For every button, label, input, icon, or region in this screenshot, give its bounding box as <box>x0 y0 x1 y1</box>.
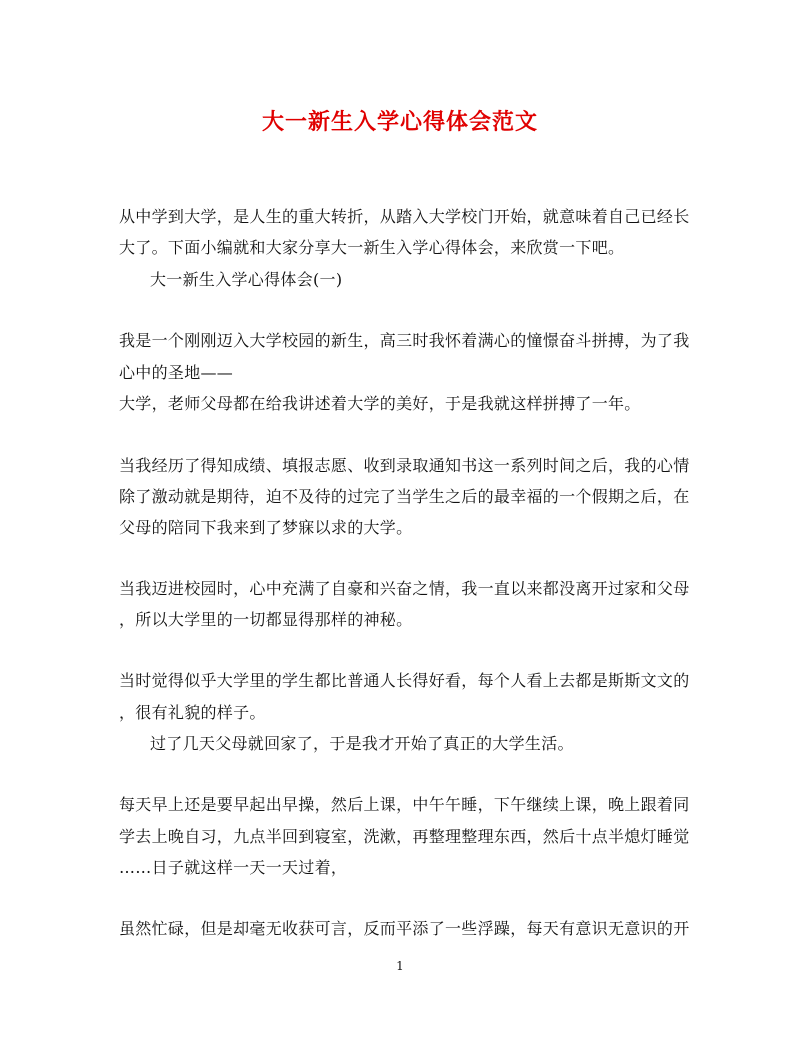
document-title: 大一新生入学心得体会范文 <box>261 110 538 135</box>
paragraph-line: 父母的陪同下我来到了梦寐以求的大学。 <box>119 518 413 537</box>
paragraph-line: ……日子就这样一天一天过着， <box>119 858 348 877</box>
paragraph-line: 过了几天父母就回家了，于是我才开始了真正的大学生活。 <box>150 734 574 753</box>
section-heading: 大一新生入学心得体会(一) <box>150 270 343 289</box>
paragraph-line: 我是一个刚刚迈入大学校园的新生，高三时我怀着满心的憧憬奋斗拼搏，为了我 <box>119 331 690 350</box>
paragraph-line: 当我迈进校园时，心中充满了自豪和兴奋之情，我一直以来都没离开过家和父母 <box>119 579 690 598</box>
paragraph-line: 除了激动就是期待，迫不及待的过完了当学生之后的最幸福的一个假期之后，在 <box>119 487 690 506</box>
paragraph-line: 从中学到大学，是人生的重大转折，从踏入大学校门开始，就意味着自己已经长 <box>119 207 690 226</box>
paragraph-line: ，所以大学里的一切都显得那样的神秘。 <box>119 610 413 629</box>
paragraph-line: 大了。下面小编就和大家分享大一新生入学心得体会，来欣赏一下吧。 <box>119 238 625 257</box>
paragraph-line: 当时觉得似乎大学里的学生都比普通人长得好看，每个人看上去都是斯斯文文的 <box>119 671 690 690</box>
page-number: 1 <box>396 959 404 973</box>
paragraph-line: 大学，老师父母都在给我讲述着大学的美好，于是我就这样拼搏了一年。 <box>119 394 641 413</box>
paragraph-line: 虽然忙碌，但是却毫无收获可言，反而平添了一些浮躁，每天有意识无意识的开 <box>119 919 690 938</box>
paragraph-line: 每天早上还是要早起出早操，然后上课，中午午睡，下午继续上课，晚上跟着同 <box>119 795 690 814</box>
paragraph-line: 学去上晚自习，九点半回到寝室，洗漱，再整理整理东西，然后十点半熄灯睡觉 <box>119 827 690 846</box>
paragraph-line: 心中的圣地—— <box>119 363 234 382</box>
paragraph-line: ，很有礼貌的样子。 <box>119 703 266 722</box>
paragraph-line: 当我经历了得知成绩、填报志愿、收到录取通知书这一系列时间之后，我的心情 <box>119 456 690 475</box>
